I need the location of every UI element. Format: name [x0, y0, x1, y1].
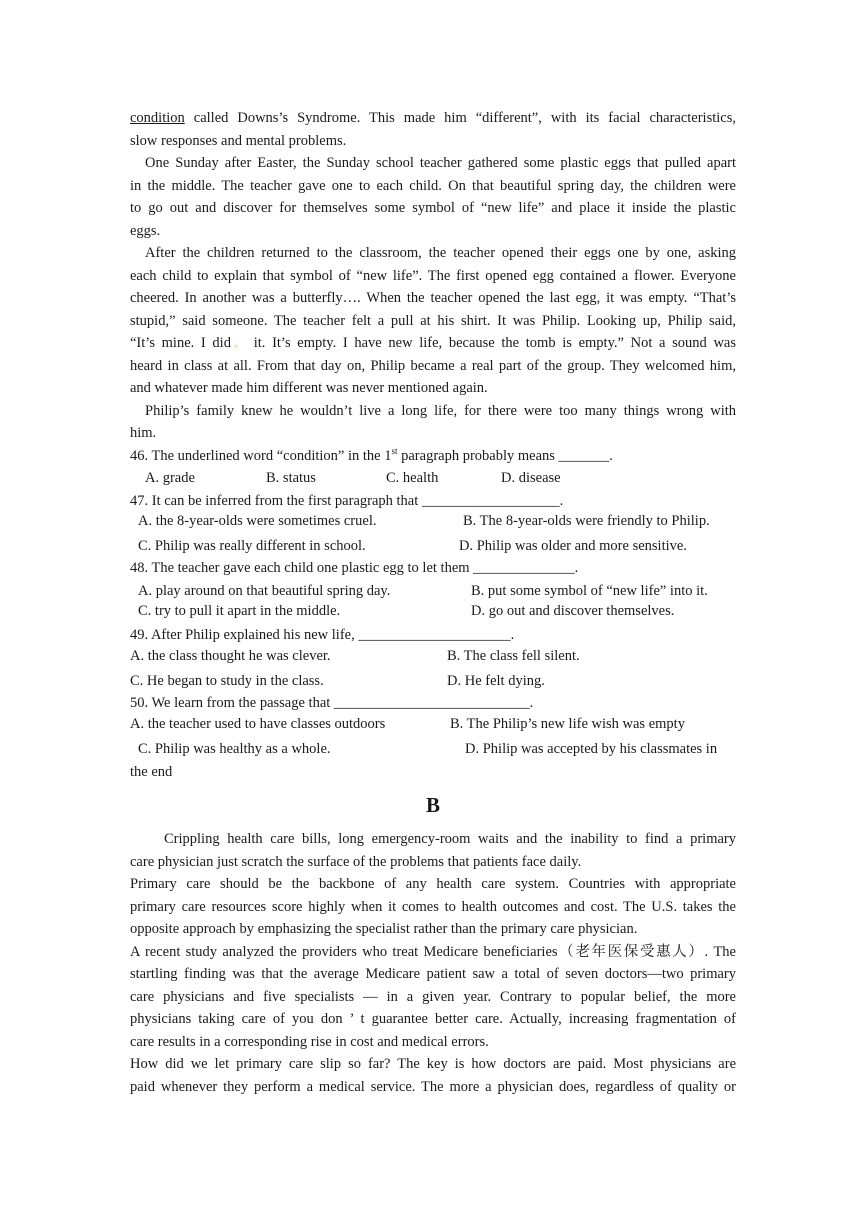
question-46-option-a: A. grade: [145, 470, 195, 486]
question-49-option-a: A. the class thought he was clever.: [130, 648, 331, 664]
question-48-option-c: C. try to pull it apart in the middle.: [138, 603, 341, 619]
text-span: it. It’s empty. I have new life, because the tomb is empty.” Not a sound was: [247, 335, 736, 351]
passage-a-p3-line-7: and whatever made him different was never mentioned again.: [130, 380, 488, 396]
question-47-option-c: C. Philip was really different in school.: [138, 538, 366, 554]
question-49-option-c: C. He began to study in the class.: [130, 673, 324, 689]
passage-a-p2-line-3: to go out and discover for themselves some symbol of “new life” and place it inside the plastic: [130, 200, 736, 216]
question-47-option-d: D. Philip was older and more sensitive.: [459, 538, 687, 554]
question-48-option-a: A. play around on that beautiful spring day.: [138, 582, 391, 599]
question-50-option-d-continued: the end: [130, 763, 173, 780]
question-48-stem: 48. The teacher gave each child one plastic egg to let them ______________.: [130, 560, 579, 576]
underlined-word-condition: condition: [130, 110, 185, 126]
section-b-line-9: physicians taking care of you don ’ t guarantee better care. Actually, increasing fragmentation of: [130, 1011, 736, 1027]
section-b-line-10: care results in a corresponding rise in cost and medical errors.: [130, 1033, 489, 1050]
question-48-option-b: B. put some symbol of “new life” into it.: [471, 582, 708, 599]
question-50-stem: 50. We learn from the passage that ___________________________.: [130, 695, 534, 711]
question-46-stem: [130, 445, 736, 468]
passage-a-p1-line-2: slow responses and mental problems.: [130, 132, 347, 149]
question-50-option-c: C. Philip was healthy as a whole.: [138, 741, 331, 757]
passage-a-p3-line-4: stupid,” said someone. The teacher felt a pull at his shirt. It was Philip. Looking up, Philip said,: [130, 312, 736, 329]
question-47-option-a: A. the 8-year-olds were sometimes cruel.: [138, 513, 377, 529]
text-span: paragraph probably means _______.: [397, 447, 613, 464]
passage-a-p1-line-1: [130, 107, 736, 130]
passage-a-p2-line-1: One Sunday after Easter, the Sunday school teacher gathered some plastic eggs that pulled apart: [145, 155, 736, 171]
question-50-option-b: B. The Philip’s new life wish was empty: [450, 716, 685, 732]
passage-a-p4-line-1: Philip’s family knew he wouldn’t live a long life, for there were too many things wrong with: [145, 402, 736, 419]
stray-mark: 。: [230, 339, 248, 350]
question-49-option-d: D. He felt dying.: [447, 673, 545, 689]
superscript: st: [391, 445, 398, 456]
passage-a-p3-line-3: cheered. In another was a butterfly…. When the teacher opened the last egg, it was empty. “That’s: [130, 290, 736, 306]
section-b-line-4: primary care resources score highly when it comes to health outcomes and cost. The U.S. takes the: [130, 898, 736, 915]
section-b-line-3: Primary care should be the backbone of any health care system. Countries with appropriate: [130, 876, 736, 892]
section-b-heading: B: [425, 793, 440, 817]
question-49-stem: 49. After Philip explained his new life, _____________________.: [130, 627, 515, 643]
text-span: 46. The underlined word “condition” in the 1: [130, 447, 392, 464]
section-b-line-7: startling finding was that the average Medicare patient saw a total of seven doctors—two primary: [130, 966, 736, 982]
question-50-option-a: A. the teacher used to have classes outdoors: [130, 716, 386, 732]
text-span: “It’s mine. I did: [130, 335, 231, 351]
question-46-option-d: D. disease: [501, 470, 561, 486]
passage-a-p3-line-5: [130, 332, 736, 355]
passage-a-p3-line-2: each child to explain that symbol of “new life”. The first opened egg contained a flower. Everyone: [130, 267, 736, 284]
section-b-line-8: care physicians and five specialists — in a given year. Contrary to popular belief, the more: [130, 988, 736, 1005]
question-47-stem: 47. It can be inferred from the first paragraph that ___________________.: [130, 492, 564, 509]
passage-a-p4-line-2: him.: [130, 425, 157, 441]
question-48-option-d: D. go out and discover themselves.: [471, 603, 675, 619]
question-47-option-b: B. The 8-year-olds were friendly to Philip.: [463, 513, 710, 529]
section-b-line-12: paid whenever they perform a medical service. The more a physician does, regardless of quality or: [130, 1078, 736, 1095]
question-46-option-c: C. health: [386, 470, 439, 486]
passage-a-p2-line-4: eggs.: [130, 222, 161, 239]
passage-a-p2-line-2: in the middle. The teacher gave one to each child. On that beautiful spring day, the children were: [130, 177, 736, 194]
section-b-line-2: care physician just scratch the surface of the problems that patients face daily.: [130, 853, 582, 870]
passage-a-p3-line-6: heard in class at all. From that day on, Philip became a real part of the group. They welcomed him,: [130, 357, 736, 374]
section-b-line-11: How did we let primary care slip so far? The key is how doctors are paid. Most physicians are: [130, 1056, 736, 1072]
question-49-option-b: B. The class fell silent.: [447, 648, 580, 664]
section-b-line-6: A recent study analyzed the providers who treat Medicare beneficiaries（老年医保受惠人）. The: [130, 943, 736, 960]
section-b-line-1: Crippling health care bills, long emergency-room waits and the inability to find a primary: [164, 831, 736, 847]
question-46-option-b: B. status: [266, 470, 316, 486]
text-span: called Downs’s Syndrome. This made him “different”, with its facial characteristics,: [184, 110, 736, 126]
question-50-option-d: D. Philip was accepted by his classmates in: [465, 741, 718, 757]
section-b-line-5: opposite approach by emphasizing the specialist rather than the primary care physician.: [130, 921, 638, 937]
passage-a-p3-line-1: After the children returned to the classroom, the teacher opened their eggs one by one, asking: [145, 245, 736, 261]
